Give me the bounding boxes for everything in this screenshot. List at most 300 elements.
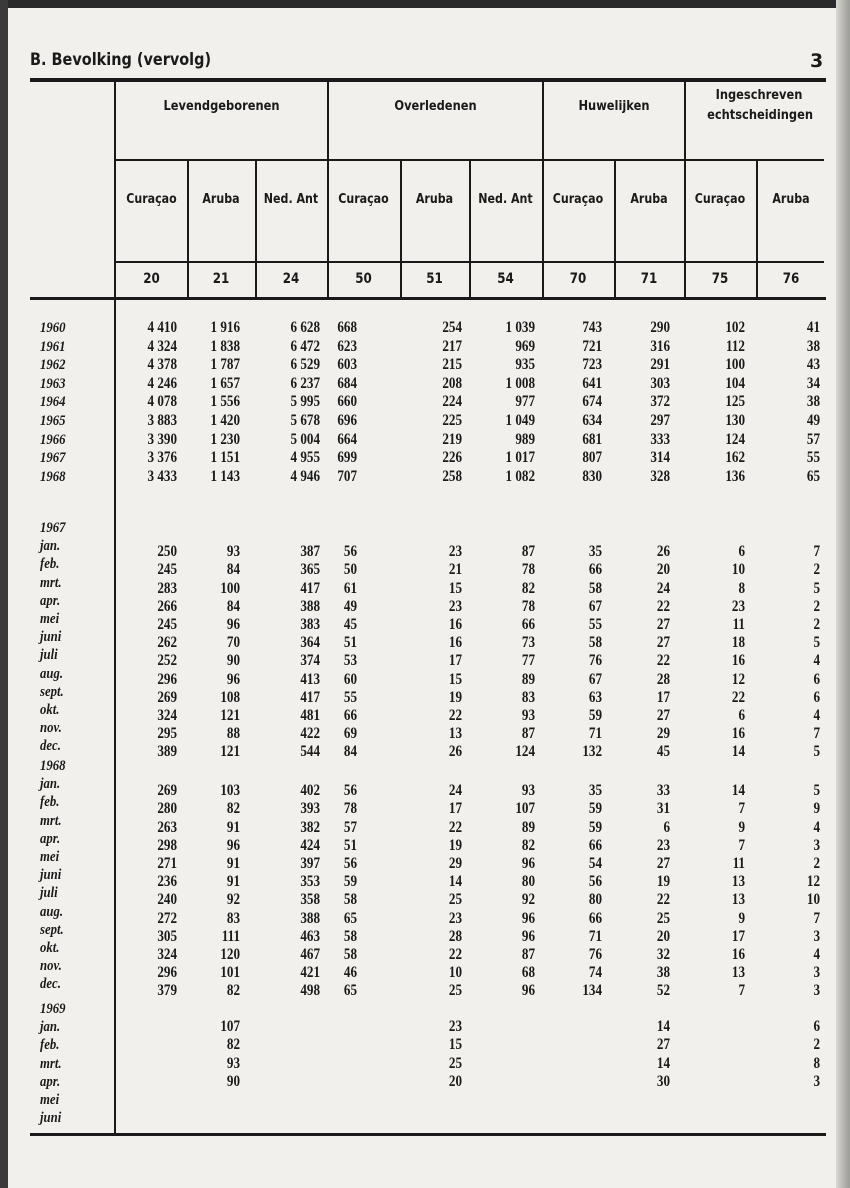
table-cell: 66 [521,616,535,633]
table-cell: 272 [157,909,177,927]
table-cell: 5 004 [290,430,320,448]
table-cell: 2 [813,561,820,579]
table-cell: 23 [448,543,462,561]
table-cell: 65 [343,982,357,1000]
table-cell: 353 [300,873,320,891]
table-cell: 388 [300,597,320,615]
table-cell: 12 [806,873,820,891]
row-label: jan. [40,776,61,793]
table-cell: 15 [448,579,462,597]
table-cell: 298 [157,836,177,854]
row-label: 1969 [40,1001,66,1017]
table-cell: 217 [442,337,462,355]
table-cell: 4 324 [147,337,177,355]
table-cell: 684 [337,374,357,392]
table-cell: 22 [448,946,462,963]
table-cell: 45 [343,616,357,633]
table-cell: 22 [656,652,670,670]
row-label: mrt. [40,812,62,829]
table-cell: 664 [337,430,357,448]
table-cell: 33 [656,782,670,800]
table-cell: 1 082 [505,467,535,485]
table-cell: 96 [521,927,535,945]
group-header-overledenen: Overledenen [394,99,477,114]
row-label: mei [40,1092,60,1108]
table-cell: 14 [731,743,745,761]
table-cell: 208 [442,374,462,392]
table-cell: 1 151 [210,449,240,467]
table-cell: 23 [731,597,745,615]
table-cell: 1 838 [210,337,240,355]
table-cell: 52 [656,982,670,1000]
table-cell: 121 [220,707,240,724]
row-label: juni [40,867,62,884]
table-cell: 696 [337,412,357,429]
table-cell: 26 [656,543,670,561]
table-cell: 467 [300,946,320,963]
table-cell: 935 [515,356,535,374]
table-cell: 32 [656,946,670,963]
table-cell: 1 657 [210,374,240,392]
table-cell: 1 420 [210,412,240,429]
table-cell: 379 [157,982,177,1000]
table-cell: 92 [521,891,535,909]
table-cell: 14 [656,1054,670,1072]
table-cell: 41 [806,319,820,336]
table-cell: 121 [220,743,240,761]
column-number: 70 [569,271,587,287]
table-cell: 22 [448,818,462,836]
table-cell: 22 [656,597,670,615]
table-cell: 66 [588,836,602,854]
table-cell: 16 [731,725,745,743]
table-cell: 134 [582,982,602,1000]
column-header: Ned. Ant [263,192,319,207]
table-cell: 8 [738,579,745,597]
table-cell: 82 [226,800,240,818]
table-cell: 130 [725,412,745,429]
table-cell: 24 [656,579,670,597]
table-cell: 9 [738,909,745,927]
table-cell: 50 [343,561,357,579]
table-cell: 707 [337,467,357,485]
table-cell: 721 [582,337,602,355]
row-label: juli [40,647,58,664]
table-cell: 14 [731,782,745,800]
row-label: okt. [40,940,60,956]
table-cell: 1 039 [505,319,535,336]
row-label: juni [40,629,62,646]
table-cell: 723 [582,356,602,374]
table-cell: 3 883 [147,412,177,429]
table-cell: 112 [726,337,745,355]
table-cell: 68 [521,964,535,982]
table-cell: 290 [650,319,670,336]
table-cell: 162 [725,449,745,467]
group-divider [327,80,329,298]
row-label: nov. [40,720,62,737]
table-cell: 4 078 [147,393,177,411]
table-cell: 25 [448,891,462,909]
table-cell: 108 [220,688,240,706]
column-header: Aruba [415,192,454,207]
table-cell: 364 [300,634,320,652]
table-cell: 124 [515,743,535,761]
column-divider [187,160,189,298]
table-cell: 328 [650,467,670,485]
table-cell: 10 [806,891,820,909]
column-number: 20 [143,271,160,287]
table-cell: 13 [448,725,462,743]
table-cell: 107 [220,1018,240,1036]
table-cell: 3 [813,964,820,982]
table-cell: 3 376 [147,449,177,467]
table-cell: 623 [337,337,357,355]
table-cell: 14 [448,873,462,891]
table-cell: 58 [343,891,357,909]
table-cell: 16 [448,634,462,652]
table-cell: 56 [588,873,602,891]
table-cell: 417 [300,688,320,706]
table-cell: 84 [343,743,357,761]
table-cell: 699 [337,449,357,467]
column-header: Ned. Ant [478,192,533,207]
table-cell: 7 [738,836,745,854]
table-cell: 7 [813,725,820,743]
table-cell: 372 [650,393,670,411]
table-cell: 22 [656,891,670,909]
row-label: 1968 [40,758,66,774]
column-header: Aruba [202,192,240,207]
table-cell: 977 [515,393,535,411]
table-cell: 91 [226,818,240,836]
table-cell: 296 [157,670,177,688]
table-cell: 22 [448,707,462,724]
row-label: feb. [40,794,60,811]
table-cell: 295 [157,725,177,743]
table-cell: 19 [656,873,670,891]
table-cell: 82 [521,579,535,597]
bottom-rule [30,1133,826,1136]
row-label: 1962 [40,357,66,374]
table-cell: 5 [813,782,820,800]
table-cell: 29 [656,725,670,743]
row-label: 1968 [40,468,66,485]
row-label: dec. [40,738,61,755]
table-cell: 3 433 [147,467,177,485]
table-cell: 4 946 [290,467,320,485]
table-cell: 67 [588,670,602,688]
table-cell: 84 [226,561,240,579]
row-label: feb. [40,1037,60,1054]
table-cell: 219 [442,430,462,448]
table-cell: 417 [300,579,320,597]
table-cell: 236 [157,873,177,891]
table-cell: 2 [813,1036,820,1054]
table-cell: 101 [220,964,240,982]
table-cell: 27 [656,707,670,724]
table-cell: 2 [813,855,820,872]
table-cell: 5 [813,634,820,652]
table-cell: 266 [157,597,177,615]
table-cell: 71 [588,725,602,743]
table-cell: 96 [226,836,240,854]
table-cell: 16 [731,652,745,670]
table-cell: 132 [582,743,602,761]
table-cell: 4 378 [147,356,177,374]
table-cell: 421 [300,964,320,982]
column-number: 71 [640,271,658,287]
table-cell: 28 [448,927,462,945]
table-cell: 23 [448,597,462,615]
column-number: 54 [497,271,514,287]
table-cell: 3 [813,927,820,945]
table-cell: 215 [442,356,462,374]
table-cell: 296 [157,964,177,982]
table-cell: 225 [442,412,462,429]
table-cell: 8 [813,1054,820,1072]
table-cell: 333 [650,430,670,448]
table-cell: 387 [300,543,320,561]
table-cell: 54 [588,855,602,872]
table-cell: 58 [343,927,357,945]
table-cell: 38 [806,393,820,411]
table-cell: 30 [656,1072,670,1090]
table-cell: 29 [448,855,462,872]
table-cell: 104 [725,374,745,392]
table-cell: 78 [521,597,535,615]
table-cell: 35 [588,782,602,800]
column-number: 50 [355,271,372,287]
row-label: 1965 [40,413,66,429]
table-cell: 324 [157,707,177,724]
table-cell: 63 [588,688,602,706]
table-cell: 76 [588,946,602,963]
table-cell: 55 [588,616,602,633]
table-cell: 365 [300,561,320,579]
row-label: feb. [40,556,60,573]
table-cell: 5 678 [290,412,320,429]
table-cell: 17 [448,652,462,670]
table-cell: 1 008 [505,374,535,392]
row-label: aug. [40,665,64,682]
table-cell: 374 [300,652,320,670]
column-number: 76 [782,271,800,287]
column-number: 51 [426,271,443,287]
table-cell: 969 [515,337,535,355]
table-cell: 463 [300,927,320,945]
page-title: B. Bevolking (vervolg) [30,50,212,70]
table-cell: 23 [656,836,670,854]
row-label: aug. [40,903,64,920]
scan-top-edge [0,0,850,8]
row-label: 1967 [40,520,66,536]
table-cell: 96 [521,982,535,1000]
table-cell: 65 [343,909,357,927]
table-cell: 11 [732,616,745,633]
row-label: apr. [40,830,61,847]
table-cell: 43 [806,356,820,374]
table-cell: 14 [656,1018,670,1036]
table-cell: 67 [588,597,602,615]
table-cell: 93 [226,543,240,561]
table-cell: 245 [157,616,177,633]
table-cell: 96 [521,855,535,872]
table-cell: 70 [226,634,240,652]
table-cell: 240 [157,891,177,909]
table-cell: 12 [731,670,745,688]
column-divider [469,160,471,298]
table-cell: 24 [448,782,462,800]
table-cell: 2 [813,616,820,633]
table-cell: 83 [226,909,240,927]
row-label: 1963 [40,375,66,392]
table-cell: 303 [650,374,670,392]
table-cell: 93 [521,707,535,724]
row-label: apr. [40,1073,61,1090]
table-cell: 262 [157,634,177,652]
table-cell: 830 [582,467,602,485]
table-cell: 7 [813,543,820,561]
table-cell: 83 [521,688,535,706]
row-label: mei [40,611,60,627]
table-cell: 55 [806,449,820,467]
table-cell: 226 [442,449,462,467]
table-cell: 10 [731,561,745,579]
column-divider [400,160,402,298]
table-cell: 15 [448,670,462,688]
table-cell: 125 [725,393,745,411]
table-cell: 4 955 [290,449,320,467]
table-cell: 389 [157,743,177,761]
column-divider [756,160,758,298]
table-cell: 314 [650,449,670,467]
table-cell: 7 [738,982,745,1000]
scan-left-edge [0,0,8,1188]
table-cell: 34 [806,374,820,392]
table-cell: 11 [732,855,745,872]
table-cell: 743 [582,319,602,336]
table-cell: 397 [300,855,320,872]
table-cell: 15 [448,1036,462,1054]
table-cell: 5 995 [290,393,320,411]
page-number: 3 [810,50,824,72]
table-cell: 305 [157,927,177,945]
table-cell: 9 [738,818,745,836]
table-cell: 3 [813,836,820,854]
table-cell: 603 [337,356,357,374]
table-cell: 6 [813,1018,820,1036]
table-cell: 316 [650,337,670,355]
table-cell: 681 [582,430,602,448]
table-cell: 84 [226,597,240,615]
table-cell: 17 [448,800,462,818]
table-cell: 45 [656,743,670,761]
table-cell: 634 [582,412,602,429]
table-cell: 51 [343,836,357,854]
table-cell: 388 [300,909,320,927]
table-cell: 82 [226,982,240,1000]
table-cell: 59 [343,873,357,891]
table-cell: 20 [656,561,670,579]
table-cell: 38 [806,337,820,355]
table-cell: 6 [738,707,745,724]
table-cell: 27 [656,855,670,872]
table-cell: 103 [220,782,240,800]
table-cell: 87 [521,725,535,743]
table-cell: 668 [337,319,357,336]
table-cell: 25 [656,909,670,927]
table-cell: 87 [521,946,535,963]
table-cell: 80 [521,873,535,891]
column-header: Curaçao [126,192,177,207]
table-cell: 136 [725,467,745,485]
row-label: mrt. [40,574,62,591]
column-divider [255,160,257,298]
table-cell: 100 [725,356,745,374]
row-label: 1964 [40,394,66,411]
table-cell: 96 [226,670,240,688]
table-cell: 382 [300,818,320,836]
group-header-huwelijken: Huwelijken [578,99,650,114]
table-cell: 58 [588,634,602,652]
table-cell: 21 [448,561,462,579]
table-cell: 73 [521,634,535,652]
group-header-levendgeborenen: Levendgeborenen [163,99,280,114]
table-cell: 19 [448,836,462,854]
table-cell: 56 [343,855,357,872]
table-cell: 254 [442,319,462,336]
scan-right-edge [836,0,850,1188]
table-cell: 93 [226,1054,240,1072]
table-cell: 58 [588,579,602,597]
table-cell: 393 [300,800,320,818]
table-cell: 22 [731,688,745,706]
table-cell: 3 [813,982,820,1000]
table-cell: 66 [588,909,602,927]
table-cell: 27 [656,1036,670,1054]
table-cell: 60 [343,670,357,688]
table-cell: 56 [343,782,357,800]
table-cell: 90 [226,652,240,670]
table-cell: 1 556 [210,393,240,411]
table-cell: 78 [343,800,357,818]
table-cell: 49 [343,597,357,615]
row-label: sept. [40,921,64,938]
header-bottom-rule [30,297,826,300]
table-cell: 989 [515,430,535,448]
column-header: Aruba [772,192,810,207]
top-rule [30,78,826,82]
table-cell: 1 230 [210,430,240,448]
table-cell: 424 [300,836,320,854]
table-cell: 18 [731,634,745,652]
table-cell: 55 [343,688,357,706]
table-cell: 422 [300,725,320,743]
table-cell: 6 [813,688,820,706]
table-cell: 59 [588,818,602,836]
column-header: Curaçao [552,192,604,207]
table-cell: 6 [663,818,670,836]
table-cell: 807 [582,449,602,467]
table-cell: 6 [813,670,820,688]
table-cell: 291 [650,356,670,374]
row-label: jan. [40,1019,61,1036]
table-cell: 6 237 [290,374,320,392]
table-cell: 1 143 [210,467,240,485]
table-cell: 269 [157,688,177,706]
table-cell: 46 [343,964,357,982]
